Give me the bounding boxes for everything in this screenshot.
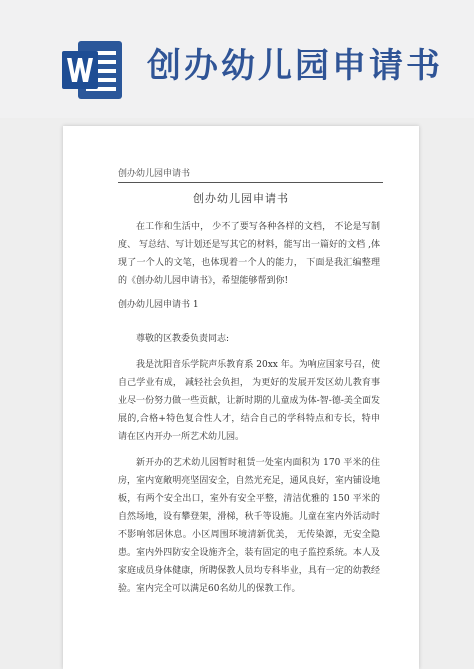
- section-heading: 创办幼儿园申请书 1: [118, 300, 199, 310]
- document-title: 创办幼儿园申请书: [193, 192, 289, 205]
- salutation: 尊敬的区教委负责同志:: [136, 334, 230, 344]
- word-document-icon: [60, 37, 126, 103]
- header-divider: [118, 182, 383, 183]
- running-header: 创办幼儿园申请书: [118, 169, 191, 179]
- body-paragraph-2: 新开办的艺术幼儿园暂时租赁一处室内面积为 170 平米的住房，室内宽敞明亮坚固安全，自然光充足，通风良好，室内铺设地板，有两个安全出口，室外有安全平整，清洁优雅的 150 平米的自然场地，设有攀登架，滑梯，秋千等设施。儿童在室内外活动时不影响邻居休息。小区周围环境清新优美， 无传染源，无安全隐患。室内外四防安全设施齐全，装有固定的电子监控系统。本人及家庭成员身体健康，所聘保教人员均专科毕业，具有一定的幼教经验。室内完全可以满足60名幼儿的保教工作。: [118, 458, 380, 594]
- banner: [0, 0, 474, 118]
- banner-title: 创办幼儿园申请书: [147, 46, 443, 86]
- intro-paragraph: 在工作和生活中， 少不了要写各种各样的文档， 不论是写制度、 写总结、写计划还是写其它的材料，能写出一篇好的文档 ,体现了一个人的文笔，也体现着一个人的能力， 下面是我汇编整理的《创办幼儿园申请书》，希望能够帮到你!: [118, 222, 380, 286]
- body-paragraph-1: 我是沈阳音乐学院声乐教育系 20xx 年。为响应国家号召，使自己学业有成， 减轻社会负担， 为更好的发展开发区幼儿教育事业尽一份努力做一些贡献，让新时期的儿童成为体-智-德-美全面发展的,合格+特色复合性人才，结合自己的学科特点和专长，特申请在区内开办一所艺术幼儿园。: [118, 360, 380, 442]
- document-page: [63, 126, 419, 669]
- document-body: [118, 218, 380, 598]
